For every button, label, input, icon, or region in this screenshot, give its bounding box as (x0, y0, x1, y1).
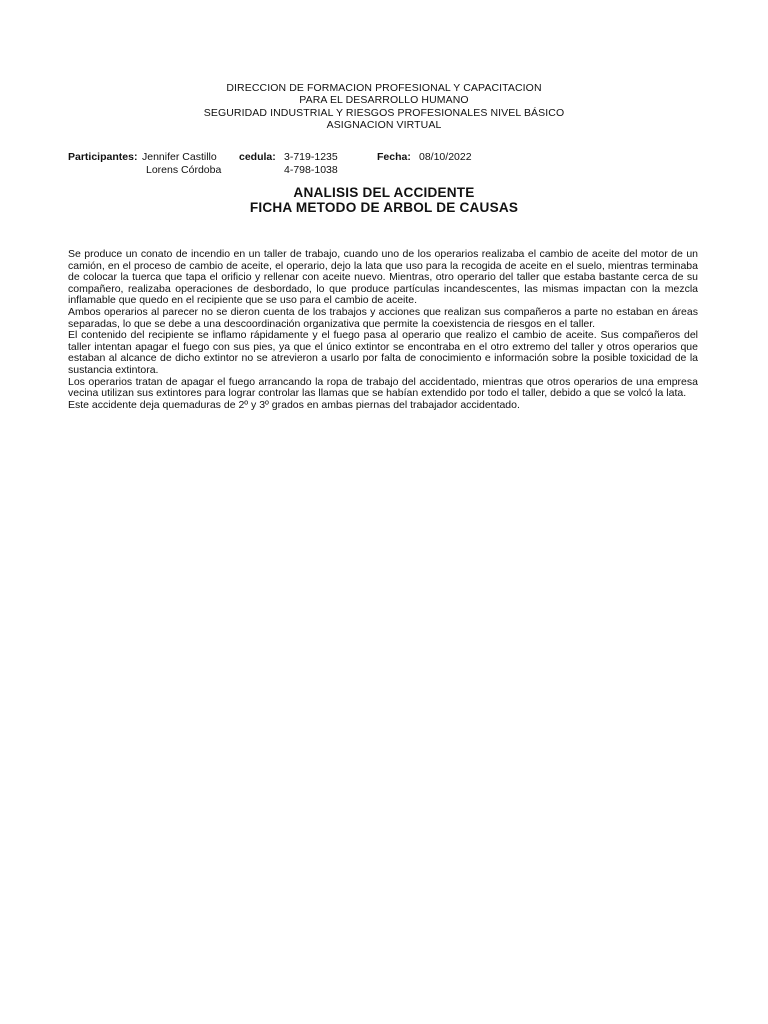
title-line-1: ANALISIS DEL ACCIDENTE (293, 185, 475, 200)
body-paragraph-3: El contenido del recipiente se inflamo rápidamente y el fuego pasa al operario que realizo el cambio de aceite. Sus compañeros del taller intentan apagar el fuego con sus pies, ya que el único extintor se encontraba en el otro extremo del taller y otros operarios que estaban al alcance de dicho extintor no se atrevieron a usarlo por falta de conocimiento e información sobre la posible toxicidad de la sustancia extintora. (68, 329, 698, 376)
participant-name-1: Jennifer Castillo (142, 151, 217, 163)
participants-label: Participantes: (68, 151, 138, 163)
cedula-label: cedula: (239, 151, 276, 163)
body-paragraph-5: Este accidente deja quemaduras de 2º y 3º grados en ambas piernas del trabajador accidentado. (68, 398, 520, 411)
header-line-1: DIRECCION DE FORMACION PROFESIONAL Y CAPACITACION (226, 82, 542, 94)
participant-name-2: Lorens Córdoba (146, 163, 222, 176)
document-title (0, 186, 768, 215)
title-line-2: FICHA METODO DE ARBOL DE CAUSAS (249, 199, 519, 215)
header-line-3: SEGURIDAD INDUSTRIAL Y RIESGOS PROFESIONALES NIVEL BÁSICO (203, 106, 565, 119)
header-line-4: ASIGNACION VIRTUAL (326, 118, 442, 131)
fecha-label: Fecha: (377, 151, 411, 163)
accident-description (68, 249, 698, 411)
cedula-value-2: 4-798-1038 (284, 163, 338, 176)
body-paragraph-2: Ambos operarios al parecer no se dieron cuenta de los trabajos y acciones que realizan sus compañeros a parte no estaban en áreas separadas, lo que se debe a una descoordinación organizativa que permite la coexistencia de riesgos en el taller. (68, 305, 698, 330)
header-line-2: PARA EL DESARROLLO HUMANO (299, 94, 469, 107)
cedula-value-1: 3-719-1235 (284, 151, 338, 163)
body-paragraph-1: Se produce un conato de incendio en un taller de trabajo, cuando uno de los operarios realizaba el cambio de aceite del motor de un camión, en el proceso de cambio de aceite, el operario, dejo la lata que uso para la recogida de aceite en el suelo, mientras terminaba de colocar la tuerca que tapa el orificio y rellenar con aceite nuevo. Mientras, otro operario del taller que estaba bastante cerca de su compañero, realizaba operaciones de desbordado, lo que produce partículas incandescentes, las mismas impactan con la mezcla inflamable que quedo en el recipiente que se uso para el cambio de aceite. (68, 248, 698, 307)
body-paragraph-4: Los operarios tratan de apagar el fuego arrancando la ropa de trabajo del accidentado, mientras que otros operarios de una empresa vecina utilizan sus extintores para lograr controlar las llamas que se habían extendido por todo el taller, debido a que se volcó la lata. (68, 375, 698, 400)
fecha-value: 08/10/2022 (419, 151, 472, 163)
institution-header (0, 82, 768, 131)
